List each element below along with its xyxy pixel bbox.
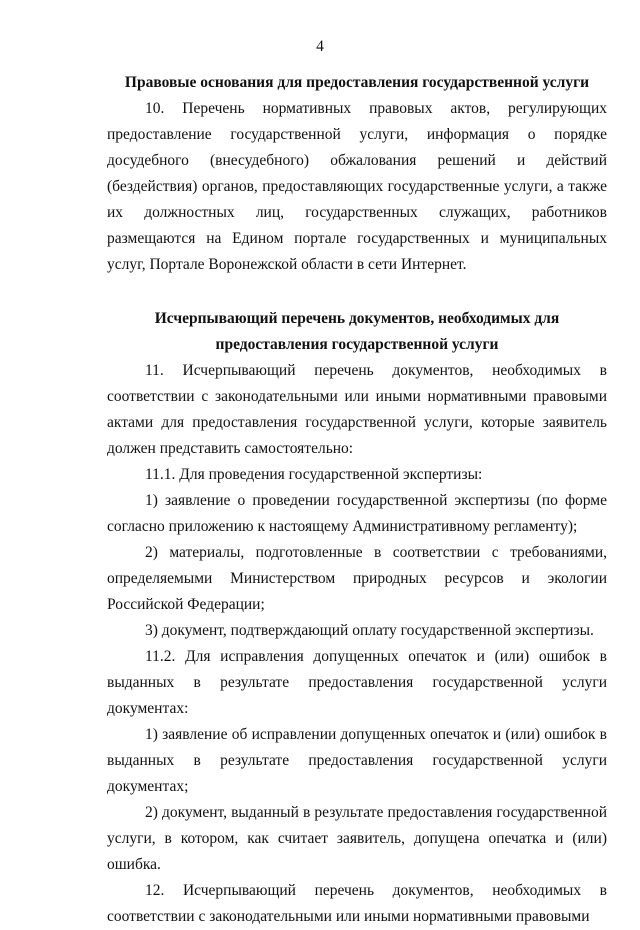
paragraph-11-2-item-2: 2) документ, выданный в результате предоставления государственной услуги, в котором, как считает заявитель, допущена опечатка и (или) ошибка. [107, 804, 607, 873]
paragraph-11-1-item-1: 1) заявление о проведении государственной экспертизы (по форме согласно приложению к настоящему Административному регламенту); [107, 492, 607, 535]
paragraph-10: 10. Перечень нормативных правовых актов, регулирующих предоставление государственной услуги, информация о порядке досудебного (внесудебного) обжалования решений и действий (бездействия) органов, предоставляющих государственные услуги, а также их должностных лиц, государственных служащих, работников размещаются на Едином портале государственных и муниципальных услуг, Портале Воронежской области в сети Интернет. [107, 100, 607, 273]
paragraph-11-2: 11.2. Для исправления допущенных опечаток и (или) ошибок в выданных в результате предоставления государственной услуги документах: [107, 648, 607, 717]
section-heading-legal-grounds: Правовые основания для предоставления государственной услуги [124, 74, 590, 91]
paragraph-11-1: 11.1. Для проведения государственной экспертизы: [145, 466, 483, 483]
section-heading-documents-line1: Исчерпывающий перечень документов, необходимых для [154, 310, 560, 327]
paragraph-11-1-item-3: 3) документ, подтверждающий оплату государственной экспертизы. [145, 622, 594, 639]
document-body [107, 70, 607, 930]
paragraph-11-1-item-2: 2) материалы, подготовленные в соответствии с требованиями, определяемыми Министерством природных ресурсов и экологии Российской Федерации; [107, 544, 607, 613]
paragraph-11: 11. Исчерпывающий перечень документов, необходимых в соответствии с законодательными или иными нормативными правовыми актами для предоставления государственной услуги, которые заявитель должен представить самостоятельно: [107, 362, 607, 457]
paragraph-12: 12. Исчерпывающий перечень документов, необходимых в соответствии с законодательными или иными нормативными правовыми [107, 882, 607, 925]
page-number: 4 [316, 38, 324, 55]
section-heading-documents-line2: предоставления государственной услуги [215, 336, 499, 353]
paragraph-11-2-item-1: 1) заявление об исправлении допущенных опечаток и (или) ошибок в выданных в результате предоставления государственной услуги документах; [107, 726, 607, 795]
